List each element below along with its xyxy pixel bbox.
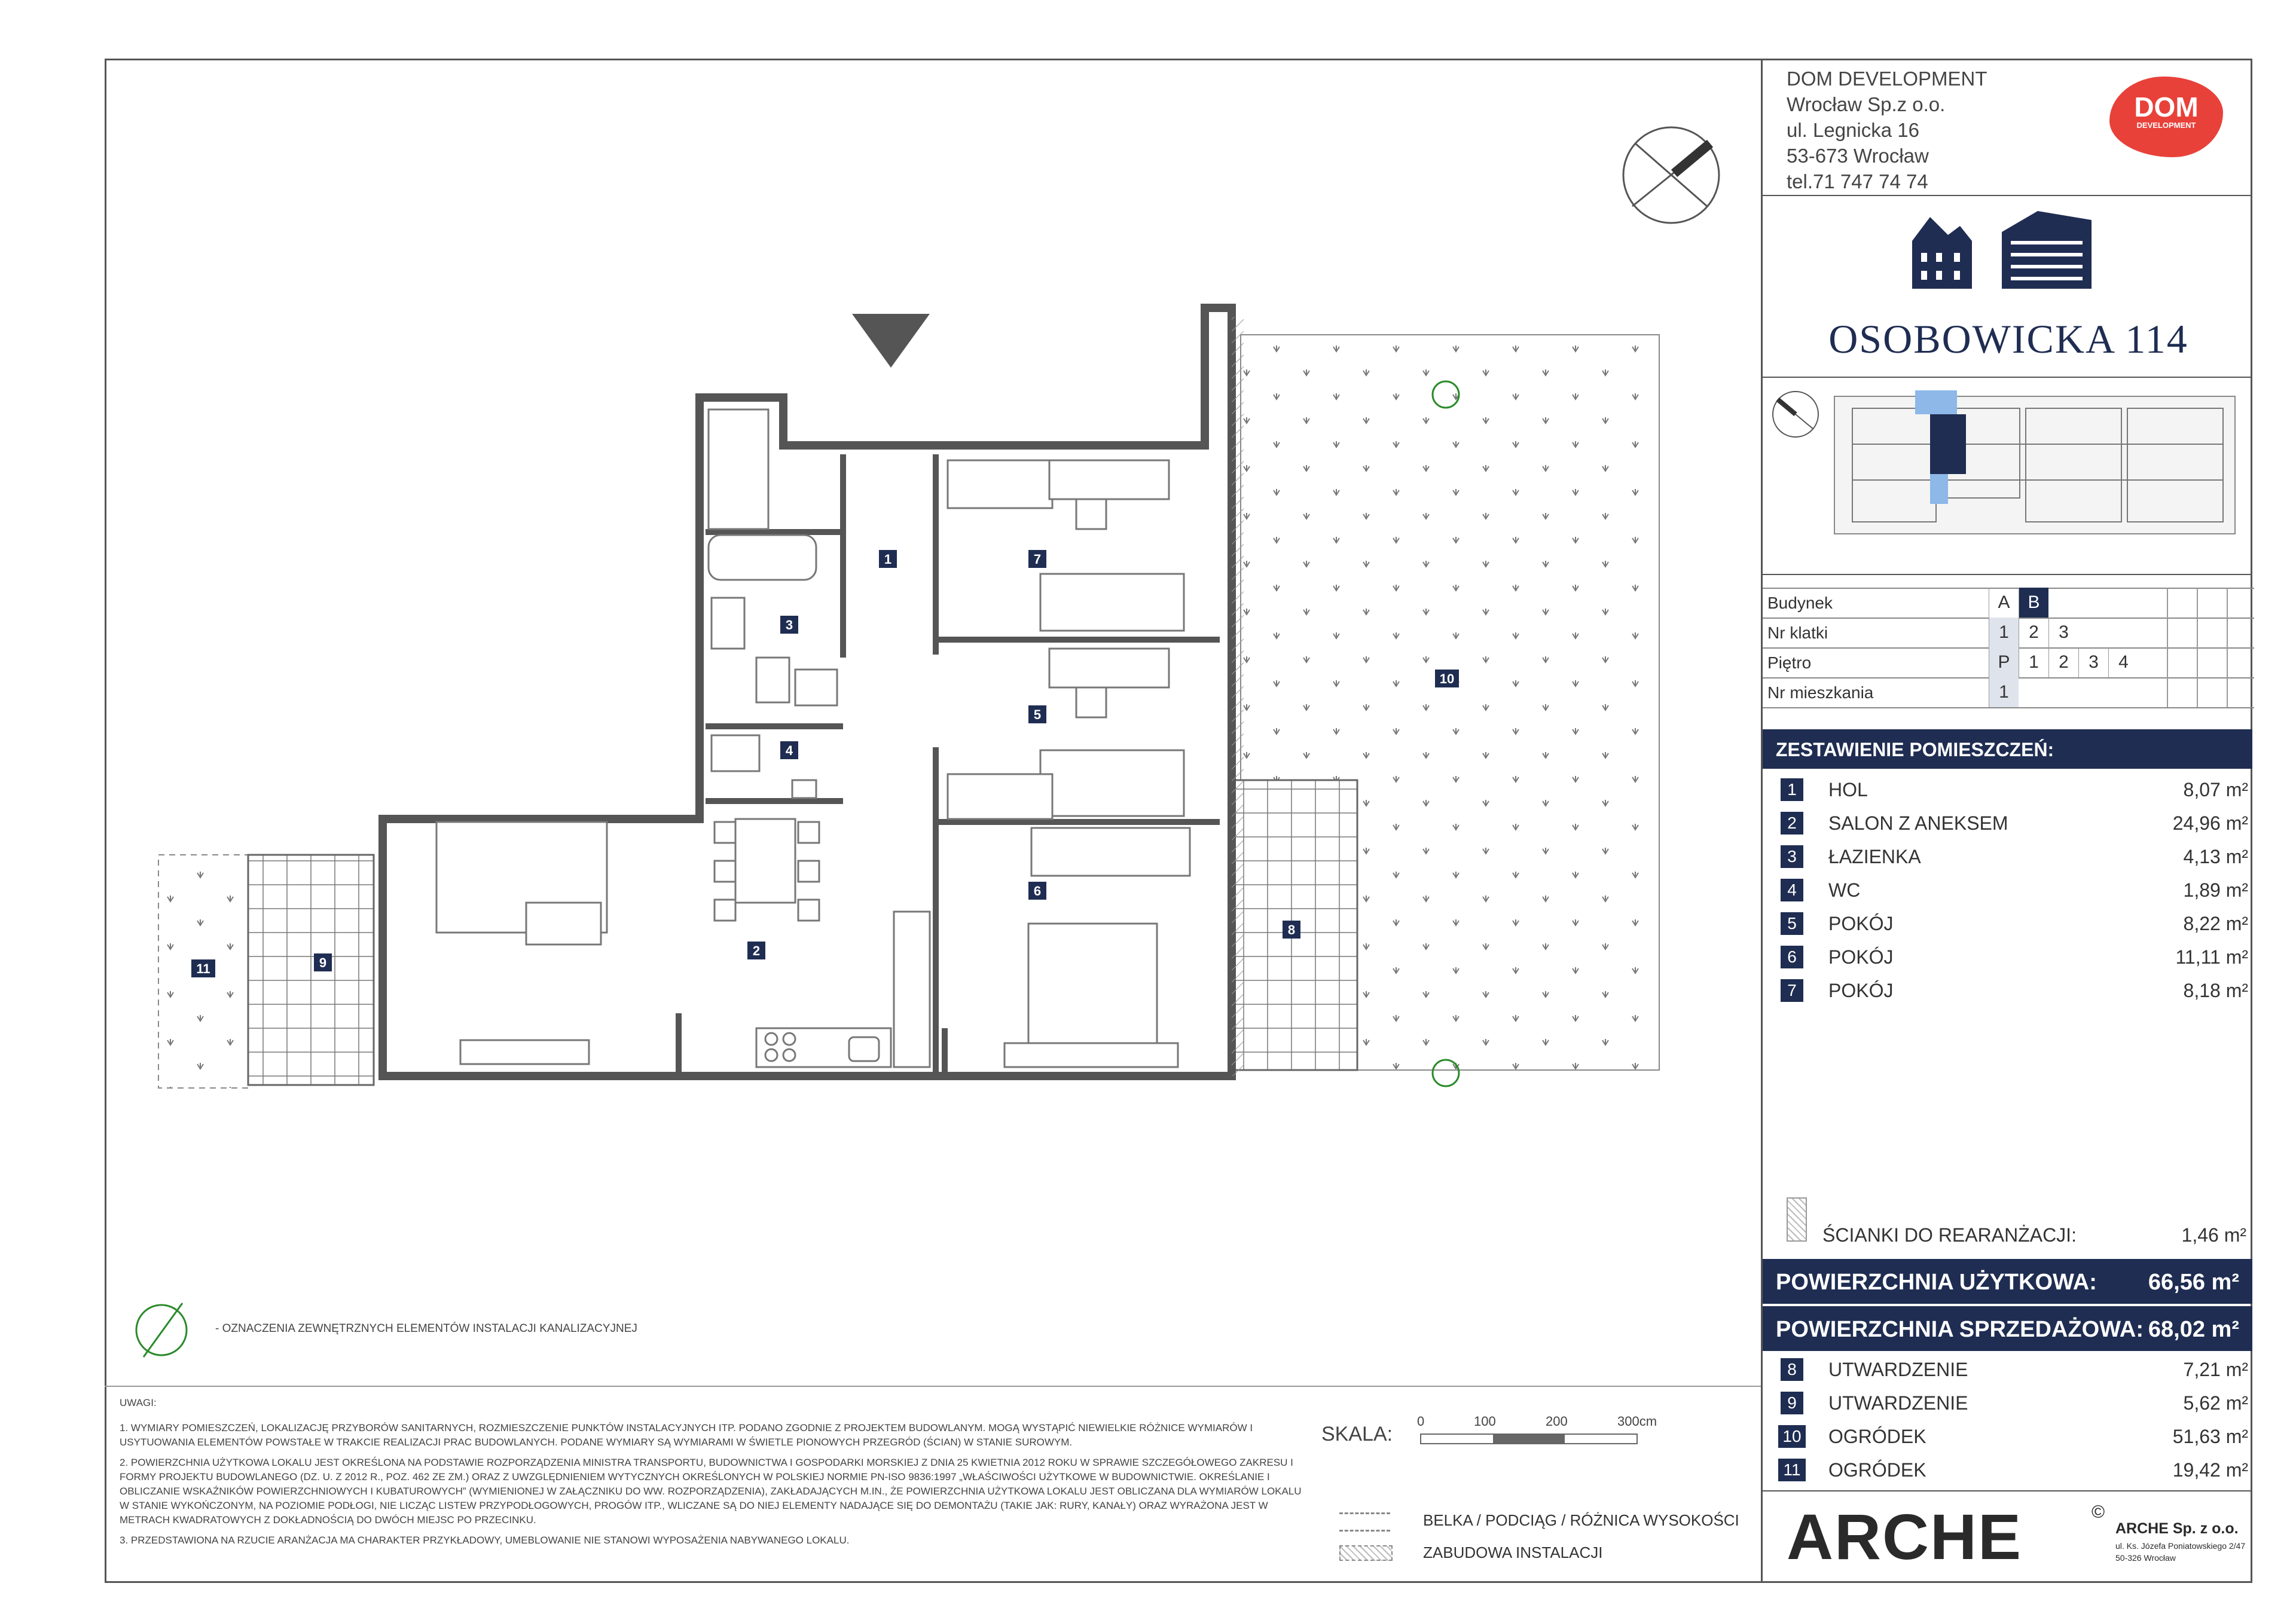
company-line-5: tel.71 747 74 74 bbox=[1787, 170, 1928, 192]
room-row-2 bbox=[1763, 806, 2254, 840]
rooms-list bbox=[1763, 773, 2254, 1007]
room-row-4 bbox=[1763, 873, 2254, 907]
scale-tick-200: 200 bbox=[1546, 1414, 1568, 1429]
selector-label-building: Budynek bbox=[1767, 594, 1833, 612]
notes-divider bbox=[105, 1386, 1761, 1387]
room-name: HOL bbox=[1828, 779, 1868, 800]
note-1: 1. WYMIARY POMIESZCZEŃ, LOKALIZACJĘ PRZYBORÓW SANITARNYCH, ROZMIESZCZENIE PUNKTÓW INSTALACYJNYCH ITP. PODANO ZGODNIE Z PROJEKTEM BUDOWLANYM. MOGĄ WYSTĄPIĆ NIEWIELKIE RÓŻNICE WYMIARÓW I USYTUOWANIA ELEMENTÓW POWSTAŁE W TRAKCIE REALIZACJI PRAC BUDOWLANYCH. PODANE WYMIARY SĄ WYMIARAMI W ŚWIETLE PIONOWYCH PRZEGRÓD (ŚCIAN) W STANIE SUROWYM. bbox=[120, 1422, 1253, 1448]
plan-tag-8: 8 bbox=[1287, 922, 1296, 937]
floor-plan bbox=[105, 59, 1761, 1392]
company-line-4: 53-673 Wrocław bbox=[1787, 145, 1929, 167]
sewer-marker-icon bbox=[136, 1303, 187, 1357]
partitions-area: 1,46 m² bbox=[2181, 1224, 2246, 1246]
stair-option-2[interactable]: 2 bbox=[2019, 618, 2048, 647]
room-num: 5 bbox=[1781, 912, 1803, 935]
usable-area-value: 66,56 m² bbox=[2148, 1270, 2239, 1295]
info-panel bbox=[1761, 59, 2252, 1583]
install-legend-icon bbox=[1339, 1545, 1393, 1561]
sale-area-label: POWIERZCHNIA SPRZEDAŻOWA: bbox=[1776, 1317, 2144, 1342]
plan-tag-6: 6 bbox=[1033, 884, 1042, 898]
selector-grid bbox=[1763, 588, 2254, 707]
sale-area-value: 68,02 m² bbox=[2148, 1317, 2239, 1342]
extra-row-10 bbox=[1763, 1420, 2254, 1453]
extra-row-9 bbox=[1763, 1386, 2254, 1420]
plan-tag-7: 7 bbox=[1033, 552, 1042, 567]
extra-num: 9 bbox=[1781, 1392, 1803, 1414]
extra-num: 11 bbox=[1778, 1459, 1806, 1481]
room-num: 6 bbox=[1781, 946, 1803, 968]
rooms-title: ZESTAWIENIE POMIESZCZEŃ: bbox=[1776, 739, 2054, 760]
plan-tag-4: 4 bbox=[785, 743, 793, 758]
scale-bar bbox=[1420, 1434, 1638, 1444]
room-name: POKÓJ bbox=[1828, 913, 1894, 934]
usable-area-bar bbox=[1763, 1259, 2252, 1304]
extra-name: UTWARDZENIE bbox=[1828, 1359, 1968, 1380]
room-area: 4,13 m² bbox=[2183, 846, 2248, 867]
room-area: 8,22 m² bbox=[2183, 913, 2248, 934]
extra-area: 7,21 m² bbox=[2183, 1359, 2248, 1380]
room-area: 24,96 m² bbox=[2172, 812, 2248, 834]
building-option-b[interactable]: B bbox=[2019, 588, 2048, 618]
room-name: WC bbox=[1828, 879, 1861, 901]
stair-option-1[interactable]: 1 bbox=[1989, 618, 2019, 647]
scale-tick-300: 300cm bbox=[1617, 1414, 1657, 1429]
flat-option-1[interactable]: 1 bbox=[1989, 677, 2019, 707]
rooms-title-bar bbox=[1763, 729, 2252, 769]
extra-name: OGRÓDEK bbox=[1828, 1459, 1926, 1481]
plan-tag-9: 9 bbox=[319, 955, 327, 970]
room-name: POKÓJ bbox=[1828, 980, 1894, 1001]
partitions-label: ŚCIANKI DO REARANŻACJI: bbox=[1822, 1224, 2077, 1246]
room-area: 8,18 m² bbox=[2183, 980, 2248, 1001]
notes-title: UWAGI: bbox=[120, 1397, 157, 1408]
plan-tag-2: 2 bbox=[752, 943, 761, 958]
selector-label-flat: Nr mieszkania bbox=[1767, 683, 1874, 702]
usable-area-label: POWIERZCHNIA UŻYTKOWA: bbox=[1776, 1270, 2097, 1295]
plan-tag-5: 5 bbox=[1033, 707, 1042, 722]
room-row-6 bbox=[1763, 940, 2254, 974]
plan-tag-11: 11 bbox=[196, 961, 210, 976]
extra-num: 8 bbox=[1781, 1358, 1803, 1381]
room-name: ŁAZIENKA bbox=[1828, 846, 1921, 867]
stair-option-3[interactable]: 3 bbox=[2048, 618, 2078, 647]
room-num: 4 bbox=[1781, 879, 1803, 901]
compass-icon bbox=[1623, 127, 1719, 223]
room-num: 7 bbox=[1781, 979, 1803, 1002]
floor-option-2[interactable]: 2 bbox=[2048, 647, 2078, 677]
note-2: 2. POWIERZCHNIA UŻYTKOWA LOKALU JEST OKREŚLONA NA PODSTAWIE ROZPORZĄDZENIA MINISTRA TRANSPORTU, BUDOWNICTWA I GOSPODARKI MORSKIEJ Z DNIA 25 KWIETNIA 2012 ROKU W SPRAWIE SZCZEGÓŁOWEGO ZAKRESU I FORMY PROJEKTU BUDOWLANEGO (DZ. U. Z 2012 R., POZ. 462 ZE ZM.) ORAZ Z UWZGLĘDNIENIEM WYTYCZNYCH OKREŚLONYCH W POLSKIEJ NORMIE PN-ISO 9836:1997 „WŁAŚCIWOŚCI UŻYTKOWE W BUDOWNICTWIE. OKREŚLANIE I OBLICZANIE WSKAŹNIKÓW POWIERZCHNIOWYCH I KUBATUROWYCH” (WYMIENIONEJ W ZAŁĄCZNIKU DO WW. ROZPORZĄDZENIA), ZAKŁADAJĄCYCH M.IN., ŻE POWIERZCHNIA UŻYTKOWA LOKALU JEST OBLICZANA DLA WYMIARÓW LOKALU W STANIE WYKOŃCZONYM, NA POZIOMIE PODŁOGI, NIE LICZĄC LISTEW PRZYPODŁOGOWYCH, PROGÓW ITP., WLICZANE SĄ DO NIEJ ELEMENTY NADAJĄCE SIĘ DO DEMONTAŻU (TAKIE JAK: RURY, KANAŁY) ORAZ WYRAŻONA JEST W METRACH KWADRATOWYCH Z DOKŁADNOŚCIĄ DO DWÓCH MIEJSC PO PRZECINKU. bbox=[120, 1457, 1302, 1526]
project-name: OSOBOWICKA 114 bbox=[1828, 316, 2188, 362]
extra-name: UTWARDZENIE bbox=[1828, 1392, 1968, 1414]
extra-area: 5,62 m² bbox=[2183, 1392, 2248, 1414]
room-num: 2 bbox=[1781, 812, 1803, 835]
scale-label: SKALA: bbox=[1321, 1423, 1393, 1445]
company-line-3: ul. Legnicka 16 bbox=[1787, 119, 1919, 141]
entrance-marker-icon bbox=[852, 314, 930, 368]
floor-option-3[interactable]: 3 bbox=[2078, 647, 2108, 677]
room-num: 1 bbox=[1781, 778, 1803, 801]
plan-tag-1: 1 bbox=[884, 552, 892, 567]
arche-address-1: ul. Ks. Józefa Poniatowskiego 2/47 bbox=[2115, 1541, 2246, 1551]
room-row-5 bbox=[1763, 907, 2254, 940]
company-block bbox=[1787, 66, 1987, 194]
dom-logo-bottom: DEVELOPMENT bbox=[2136, 121, 2196, 130]
terrace-9-area bbox=[248, 855, 374, 1085]
floor-option-p[interactable]: P bbox=[1989, 647, 2019, 677]
arche-copyright: © bbox=[2092, 1502, 2105, 1522]
extra-row-8 bbox=[1763, 1353, 2254, 1386]
room-num: 3 bbox=[1781, 845, 1803, 868]
extra-area: 19,42 m² bbox=[2172, 1459, 2248, 1481]
note-3: 3. PRZEDSTAWIONA NA RZUCIE ARANŻACJA MA CHARAKTER PRZYKŁADOWY, UMEBLOWANIE NIE STANOWI WYPOSAŻENIA NABYWANEGO LOKALU. bbox=[120, 1535, 850, 1546]
scale-tick-0: 0 bbox=[1417, 1414, 1425, 1429]
plan-tag-10: 10 bbox=[1439, 671, 1455, 686]
extra-row-11 bbox=[1763, 1453, 2254, 1487]
sewer-note: - OZNACZENIA ZEWNĘTRZNYCH ELEMENTÓW INSTALACJI KANALIZACYJNEJ bbox=[215, 1322, 637, 1335]
dom-logo bbox=[2109, 77, 2223, 157]
selector-label-stair: Nr klatki bbox=[1767, 623, 1828, 642]
scale-tick-100: 100 bbox=[1474, 1414, 1496, 1429]
company-line-2: Wrocław Sp.z o.o. bbox=[1787, 93, 1946, 115]
plan-tag-3: 3 bbox=[785, 618, 793, 632]
beam-legend-label: BELKA / PODCIĄG / RÓŻNICA WYSOKOŚCI bbox=[1423, 1511, 1739, 1529]
beam-legend-icon bbox=[1339, 1512, 1390, 1532]
key-plan-icon bbox=[1763, 378, 2254, 573]
room-name: POKÓJ bbox=[1828, 946, 1894, 968]
selector-label-floor: Piętro bbox=[1767, 653, 1812, 672]
sale-area-bar bbox=[1763, 1306, 2252, 1351]
room-name: SALON Z ANEKSEM bbox=[1828, 812, 2008, 834]
floor-option-4[interactable]: 4 bbox=[2108, 647, 2138, 677]
extra-name: OGRÓDEK bbox=[1828, 1426, 1926, 1447]
room-row-1 bbox=[1763, 773, 2254, 806]
room-area: 1,89 m² bbox=[2183, 879, 2248, 901]
room-area: 8,07 m² bbox=[2183, 779, 2248, 800]
building-option-a[interactable]: A bbox=[1989, 588, 2019, 618]
extra-num: 10 bbox=[1778, 1425, 1806, 1448]
extra-area: 51,63 m² bbox=[2172, 1426, 2248, 1447]
company-line-1: DOM DEVELOPMENT bbox=[1787, 68, 1987, 90]
arche-logo: ARCHE bbox=[1787, 1500, 2023, 1573]
notes-block bbox=[120, 1396, 1303, 1548]
partitions-icon bbox=[1787, 1197, 1807, 1242]
dom-logo-top: DOM bbox=[2134, 91, 2199, 123]
room-area: 11,11 m² bbox=[2175, 946, 2248, 968]
project-logo-icon bbox=[1906, 205, 2103, 289]
extras-list bbox=[1763, 1353, 2254, 1487]
arche-address-2: 50-326 Wrocław bbox=[2115, 1553, 2176, 1563]
floor-option-1[interactable]: 1 bbox=[2019, 647, 2048, 677]
room-row-7 bbox=[1763, 974, 2254, 1007]
install-legend-label: ZABUDOWA INSTALACJI bbox=[1423, 1543, 1603, 1561]
room-row-3 bbox=[1763, 840, 2254, 873]
arche-name: ARCHE Sp. z o.o. bbox=[2115, 1520, 2239, 1537]
